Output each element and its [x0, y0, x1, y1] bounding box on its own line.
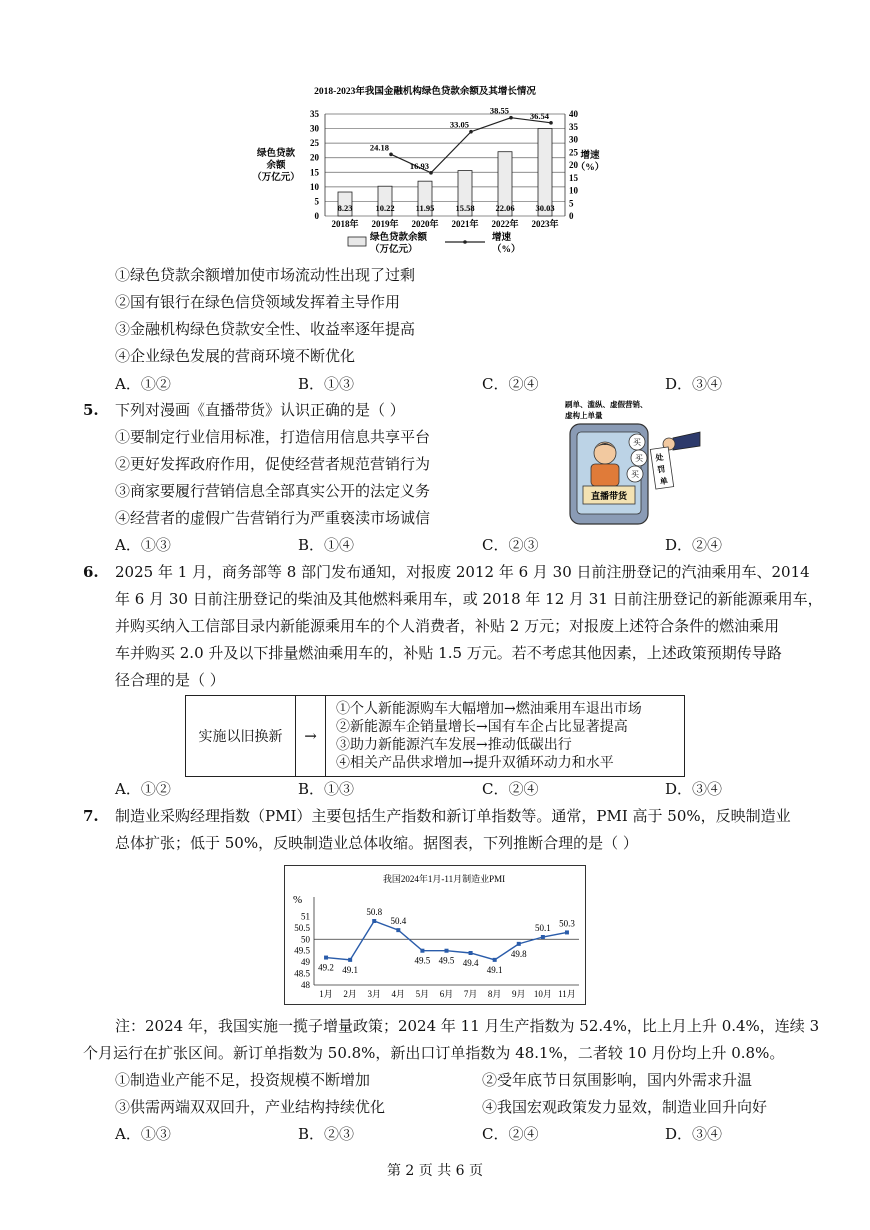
- chart1-right-tick: 10: [569, 185, 578, 196]
- chart1-ylabel-left-2: 余额: [266, 161, 286, 171]
- chart1-left-tick: 5: [314, 196, 319, 207]
- pmi-y-tick: 48.5: [294, 968, 310, 979]
- chart1-right-tick: 30: [569, 134, 578, 145]
- pmi-point: [348, 958, 352, 962]
- chart1-left-tick: 10: [310, 181, 319, 192]
- chart1-growth-point: [549, 121, 553, 125]
- q7-option-4: ④我国宏观政策发力显效，制造业回升向好: [482, 1098, 768, 1116]
- pmi-point-label: 50.8: [366, 907, 383, 917]
- q7-stem-1: 制造业采购经理指数（PMI）主要包括生产指数和新订单指数等。通常，PMI 高于 50%，反映制造业: [115, 807, 791, 825]
- chart1-x-tick: 2021年: [451, 219, 479, 229]
- q4-answer-a[interactable]: A．①②: [115, 375, 171, 393]
- pmi-point: [493, 958, 497, 962]
- pmi-point-label: 50.1: [534, 923, 551, 933]
- chart1-growth-point: [429, 171, 433, 175]
- q7-answer-d[interactable]: D．③④: [665, 1125, 723, 1143]
- q7-answer-a[interactable]: A．①③: [115, 1125, 171, 1143]
- pmi-x-tick: 4月: [391, 989, 406, 999]
- buy-text-3: 买: [631, 470, 639, 479]
- flow-item-1: ①个人新能源购车大幅增加→燃油乘用车退出市场: [336, 701, 642, 717]
- q5-option-4: ④经营者的虚假广告营销行为严重亵渎市场诚信: [115, 509, 431, 527]
- q6-stem-4: 车并购买 2.0 升及以下排量燃油乘用车的，补贴 1.5 万元。若不考虑其他因素，上述政策预期传导路: [115, 644, 782, 662]
- q4-option-4: ④企业绿色发展的营商环境不断优化: [115, 347, 356, 365]
- pmi-x-tick: 7月: [463, 989, 478, 999]
- chart1-legend-bar-swatch: [348, 237, 366, 246]
- pmi-chart-title: 我国2024年1月-11月制造业PMI: [382, 874, 506, 884]
- pmi-x-tick: 9月: [512, 989, 526, 999]
- pmi-x-tick: 11月: [558, 989, 576, 999]
- pmi-chart: [284, 865, 586, 1005]
- chart1-x-tick: 2023年: [531, 219, 559, 229]
- chart1-left-tick: 35: [310, 109, 319, 119]
- green-loan-chart: [240, 80, 605, 260]
- pmi-point: [324, 956, 328, 960]
- q6-number: 6.: [83, 563, 99, 581]
- q7-number: 7.: [83, 807, 99, 825]
- pmi-x-tick: 2月: [343, 989, 357, 999]
- chart1-legend-line-1: 增速: [492, 233, 512, 243]
- q7-note-2: 个月运行在扩张区间。新订单指数为 50.8%，新出口订单指数为 48.1%，二者较 10 月份均上升 0.8%。: [83, 1044, 785, 1062]
- pmi-point: [396, 928, 400, 932]
- chart1-left-tick: 0: [314, 211, 319, 221]
- chart1-growth-point: [389, 153, 393, 157]
- pmi-point: [517, 942, 521, 946]
- pmi-chart-frame: [285, 866, 586, 1005]
- policy-flow-box: [185, 695, 685, 777]
- q5-answer-d[interactable]: D．②④: [665, 536, 723, 554]
- chart1-x-tick: 2018年: [331, 219, 359, 229]
- flow-left-label: 实施以旧换新: [186, 696, 296, 776]
- pmi-point-label: 49.1: [342, 964, 359, 975]
- chart1-x-tick: 2020年: [411, 219, 439, 229]
- pmi-x-tick: 10月: [533, 989, 552, 999]
- pmi-x-tick: 6月: [439, 989, 454, 999]
- chart1-ylabel-right-1: 增速: [580, 151, 600, 161]
- pmi-point-label: 50.4: [390, 916, 407, 927]
- chart1-growth-point: [509, 116, 513, 120]
- chart1-ylabel-left-1: 绿色贷款: [256, 149, 296, 159]
- pmi-x-tick: 1月: [319, 989, 333, 999]
- q6-stem-3: 并购买纳入工信部目录内新能源乘用车的个人消费者，补贴 2 万元；对报废上述符合条件的燃油乘用: [115, 617, 780, 635]
- chart1-growth-label: 16.93: [409, 160, 429, 171]
- q7-option-3: ③供需两端双双回升，产业结构持续优化: [115, 1098, 386, 1116]
- q6-stem-5: 径合理的是（ ）: [115, 671, 225, 689]
- streamer-body-icon: [591, 464, 619, 486]
- chart1-ylabel-right-2: （%）: [575, 163, 605, 173]
- chart1-ylabel-left-3: （万亿元）: [252, 173, 300, 183]
- pmi-point-label: 49.5: [438, 955, 455, 966]
- chart1-bar-label: 10.22: [375, 203, 395, 213]
- q7-option-1: ①制造业产能不足，投资规模不断增加: [115, 1071, 371, 1089]
- flow-items: [336, 700, 642, 772]
- buy-text-2: 买: [635, 454, 643, 463]
- q4-option-1: ①绿色贷款余额增加使市场流动性出现了过剩: [115, 266, 416, 284]
- q5-option-3: ③商家要履行营销信息全部真实公开的法定义务: [115, 482, 431, 500]
- q7-answer-c[interactable]: C．②④: [482, 1125, 539, 1143]
- streamer-head-icon: [594, 442, 616, 464]
- chart1-bar-label: 15.58: [455, 203, 475, 213]
- chart1-x-tick: 2019年: [371, 219, 399, 229]
- q4-option-2: ②国有银行在绿色信贷领域发挥着主导作用: [115, 293, 401, 311]
- chart1-legend-line-2: （%）: [492, 245, 521, 255]
- officer-arm-icon: [673, 432, 700, 450]
- q5-option-2: ②更好发挥政府作用，促使经营者规范营销行为: [115, 455, 431, 473]
- q6-stem-2: 年 6 月 30 日前注册登记的柴油及其他燃料乘用车，或 2018 年 12 月 31 日前注册登记的新能源乘用车，: [115, 590, 823, 608]
- q6-answer-a[interactable]: A．①②: [115, 780, 171, 798]
- pmi-point-label: 49.2: [318, 962, 334, 973]
- penalty-text: 处 罚 单: [654, 452, 669, 487]
- chart1-legend-bar-1: 绿色贷款余额: [370, 233, 428, 243]
- cartoon-caption-1: 刷单、滥纵、虚假营销、: [565, 400, 648, 409]
- pmi-point: [469, 951, 473, 955]
- chart1-bar-label: 11.95: [415, 203, 435, 213]
- flow-item-4: ④相关产品供求增加→提升双循环动力和水平: [336, 755, 614, 771]
- q6-answer-d[interactable]: D．③④: [665, 780, 723, 798]
- pmi-point: [565, 930, 569, 934]
- q6-answer-b[interactable]: B．①③: [298, 780, 355, 798]
- pmi-y-tick: 48: [301, 980, 310, 990]
- pmi-point-label: 49.1: [486, 964, 503, 975]
- pmi-point: [541, 935, 545, 939]
- q4-option-3: ③金融机构绿色贷款安全性、收益率逐年提高: [115, 320, 416, 338]
- q5-answer-c[interactable]: C．②③: [482, 536, 539, 554]
- flow-arrow-icon: →: [296, 696, 326, 776]
- q6-answer-c[interactable]: C．②④: [482, 780, 539, 798]
- pmi-y-tick: 50: [301, 934, 310, 945]
- pmi-y-tick: 49.5: [294, 945, 310, 956]
- chart1-title: 2018-2023年我国金融机构绿色贷款余额及其增长情况: [314, 87, 536, 97]
- chart1-legend-line-marker: [463, 240, 467, 244]
- chart1-right-tick: 20: [569, 160, 578, 170]
- q4-answer-c[interactable]: C．②④: [482, 375, 539, 393]
- chart1-growth-label: 38.55: [489, 105, 509, 116]
- q5-stem: 下列对漫画《直播带货》认识正确的是（ ）: [115, 401, 405, 419]
- pmi-x-tick: 3月: [367, 989, 381, 999]
- pmi-x-tick: 8月: [487, 989, 502, 999]
- cartoon-caption-2: 虚构上单量: [565, 411, 603, 420]
- flow-item-2: ②新能源车企销量增长→国有车企占比显著提高: [336, 719, 628, 735]
- q7-note-1: 注：2024 年，我国实施一揽子增量政策；2024 年 11 月生产指数为 52.4%，比上月上升 0.4%，连续 3: [115, 1017, 820, 1035]
- banner-text: 直播带货: [590, 491, 628, 501]
- chart1-legend-bar-2: （万亿元）: [370, 245, 418, 255]
- chart1-right-tick: 25: [569, 147, 578, 158]
- pmi-point-label: 49.8: [510, 948, 527, 959]
- livestream-cartoon: [565, 398, 700, 526]
- pmi-x-tick: 5月: [415, 989, 430, 999]
- q5-option-1: ①要制定行业信用标准，打造信用信息共享平台: [115, 428, 431, 446]
- chart1-bar-label: 22.06: [495, 203, 515, 213]
- chart1-bar-label: 8.23: [337, 203, 353, 213]
- chart1-growth-label: 36.54: [529, 110, 549, 121]
- chart1-growth-label: 33.05: [449, 119, 469, 130]
- q5-answer-a[interactable]: A．①③: [115, 536, 171, 554]
- pmi-point-label: 50.3: [559, 918, 575, 929]
- q7-stem-2: 总体扩张；低于 50%，反映制造业总体收缩。据图表，下列推断合理的是（ ）: [115, 834, 638, 852]
- pmi-ylabel: %: [293, 894, 303, 906]
- pmi-y-tick: 50.5: [294, 922, 310, 933]
- buy-text-1: 买: [633, 438, 641, 447]
- q7-option-2: ②受年底节日氛围影响，国内外需求升温: [482, 1071, 753, 1089]
- pmi-point-label: 49.5: [414, 955, 431, 966]
- chart1-right-tick: 5: [569, 198, 574, 209]
- chart1-left-tick: 25: [310, 138, 319, 149]
- chart1-growth-point: [469, 130, 473, 134]
- q4-answer-b[interactable]: B．①③: [298, 375, 355, 393]
- pmi-point: [445, 949, 449, 953]
- pmi-y-tick: 51: [301, 911, 310, 922]
- pmi-point: [420, 949, 424, 953]
- chart1-right-tick: 35: [569, 121, 578, 132]
- chart1-left-tick: 30: [310, 123, 319, 134]
- q4-answer-d[interactable]: D．③④: [665, 375, 723, 393]
- pmi-point: [372, 919, 376, 923]
- chart1-growth-label: 24.18: [369, 142, 389, 153]
- chart1-left-tick: 20: [310, 152, 319, 163]
- pmi-y-tick: 49: [301, 957, 310, 968]
- q5-answer-b[interactable]: B．①④: [298, 536, 355, 554]
- q7-answer-b[interactable]: B．②③: [298, 1125, 355, 1143]
- chart1-right-tick: 15: [569, 172, 578, 183]
- chart1-right-tick: 40: [569, 109, 578, 119]
- pmi-point-label: 49.4: [462, 958, 479, 968]
- flow-item-3: ③助力新能源汽车发展→推动低碳出行: [336, 737, 572, 753]
- q5-number: 5.: [83, 401, 99, 419]
- chart1-bar-label: 30.03: [535, 203, 555, 213]
- page-footer: 第 2 页 共 6 页: [386, 1163, 484, 1179]
- chart1-right-tick: 0: [569, 211, 574, 221]
- chart1-x-tick: 2022年: [491, 219, 519, 229]
- q6-stem-1: 2025 年 1 月，商务部等 8 部门发布通知，对报废 2012 年 6 月 30 日前注册登记的汽油乘用车、2014: [115, 563, 810, 581]
- chart1-left-tick: 15: [310, 167, 319, 178]
